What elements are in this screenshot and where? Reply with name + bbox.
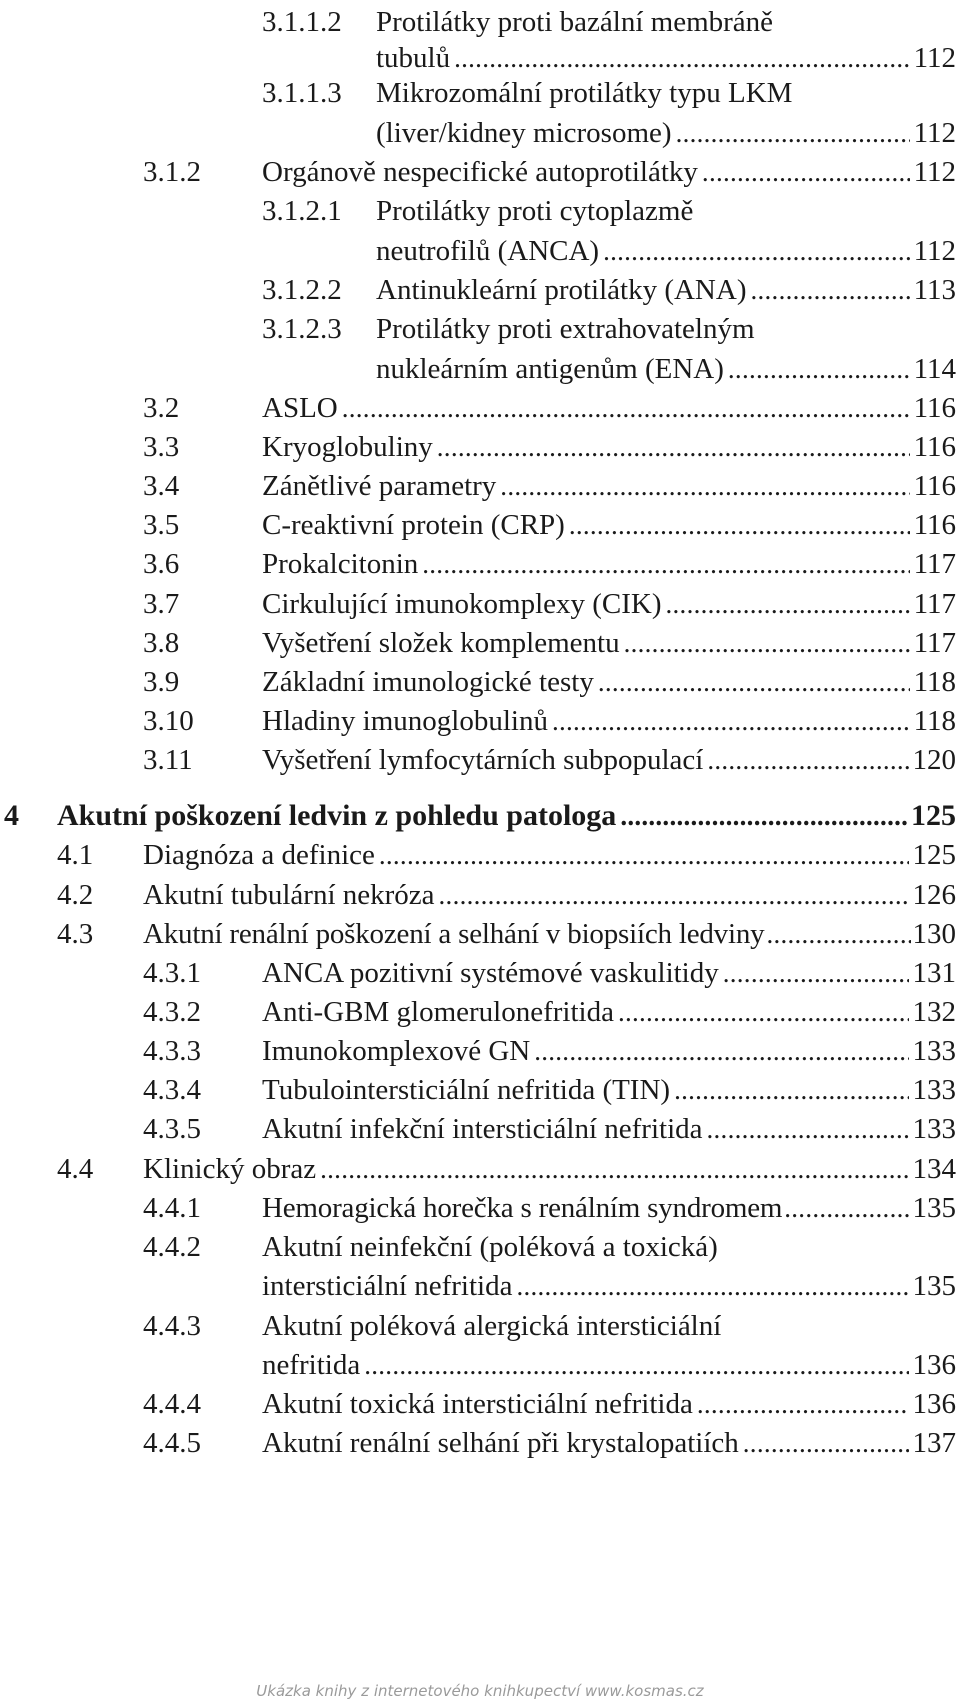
toc-entry-number: 3.5 <box>143 509 180 541</box>
toc-entry-page: 120 <box>912 744 956 776</box>
toc-entry-title: intersticiální nefritida <box>262 1270 513 1302</box>
toc-entry <box>0 544 960 584</box>
toc-entry-title: Orgánově nespecifické autoprotilátky <box>262 156 698 188</box>
toc-entry-title: Hladiny imunoglobulinů <box>262 705 548 737</box>
toc-entry-page: 133 <box>912 1113 956 1145</box>
toc-entry-page: 117 <box>913 548 956 580</box>
toc-entry <box>0 231 960 271</box>
dot-leader <box>454 38 909 78</box>
toc-entry-number: 3.1.2.1 <box>262 195 342 227</box>
toc-entry-page: 137 <box>912 1427 956 1459</box>
toc-entry <box>0 1384 960 1424</box>
dot-leader <box>598 662 910 702</box>
dot-leader <box>500 466 909 506</box>
toc-entry-title: Tubulointersticiální nefritida (TIN) <box>262 1074 671 1106</box>
toc-entry <box>0 1031 960 1071</box>
dot-leader <box>439 875 909 915</box>
dot-leader <box>620 796 907 836</box>
toc-entry-page: 133 <box>912 1074 956 1106</box>
toc-entry-page: 112 <box>913 235 956 267</box>
toc-entry <box>0 835 960 875</box>
toc-entry-title: ASLO <box>262 392 338 424</box>
toc-entry-title: Akutní infekční intersticiální nefritida <box>262 1113 703 1145</box>
toc-entry-number: 3.10 <box>143 705 194 737</box>
toc-entry-page: 112 <box>913 42 956 74</box>
footer-watermark: Ukázka knihy z internetového knihkupectví www.kosmas.cz <box>256 1682 704 1700</box>
toc-entry <box>0 309 960 349</box>
toc-entry <box>0 1423 960 1463</box>
toc-entry-number: 3.2 <box>143 392 180 424</box>
toc-chapter-entry <box>0 796 960 836</box>
toc-entry-number: 4.3.1 <box>143 957 201 989</box>
toc-entry <box>0 875 960 915</box>
dot-leader <box>676 113 910 153</box>
toc-entry-page: 117 <box>913 627 956 659</box>
toc-entry-page: 135 <box>912 1270 956 1302</box>
toc-entry <box>0 584 960 624</box>
toc-entry <box>0 388 960 428</box>
toc-entry-number: 3.1.1.3 <box>262 77 342 109</box>
toc-entry-title: neutrofilů (ANCA) <box>376 235 600 267</box>
toc-entry-number: 4.3 <box>57 918 94 950</box>
toc-entry-title: Protilátky proti extrahovatelným <box>376 313 755 345</box>
toc-entry <box>0 2 960 42</box>
dot-leader <box>320 1149 908 1189</box>
toc-entry-page: 131 <box>912 957 956 989</box>
toc-entry-title: Klinický obraz <box>143 1153 317 1185</box>
toc-entry-title: Akutní neinfekční (poléková a toxická) <box>262 1231 718 1263</box>
toc-entry <box>0 1266 960 1306</box>
dot-leader <box>603 231 909 271</box>
toc-entry-number: 4.4 <box>57 1153 94 1185</box>
toc-entry-title: Akutní poléková alergická intersticiální <box>262 1310 722 1342</box>
toc-entry-page: 125 <box>912 839 956 871</box>
toc-entry-page: 130 <box>912 918 956 950</box>
toc-entry-title: Cirkulující imunokomplexy (CIK) <box>262 588 662 620</box>
toc-entry <box>0 505 960 545</box>
toc-entry-title: Anti-GBM glomerulonefritida <box>262 996 614 1028</box>
dot-leader <box>784 1188 910 1228</box>
toc-entry-page: 112 <box>913 156 956 188</box>
toc-entry <box>0 1188 960 1228</box>
toc-entry-page: 136 <box>912 1349 956 1381</box>
dot-leader <box>516 1266 908 1306</box>
toc-entry-number: 3.9 <box>143 666 180 698</box>
toc-entry-title: Vyšetření lymfocytárních subpopulací <box>262 744 704 776</box>
toc-entry-title: Imunokomplexové GN <box>262 1035 531 1067</box>
toc-entry <box>0 38 960 78</box>
toc-entry-title: Akutní renální poškození a selhání v biopsiích ledviny <box>143 918 765 950</box>
dot-leader <box>437 427 910 467</box>
toc-entry <box>0 466 960 506</box>
toc-entry-number: 4.3.2 <box>143 996 201 1028</box>
toc-entry-title: Základní imunologické testy <box>262 666 594 698</box>
toc-entry-title: ANCA pozitivní systémové vaskulitidy <box>262 957 719 989</box>
toc-entry <box>0 1306 960 1346</box>
toc-entry-page: 118 <box>913 705 956 737</box>
toc-entry <box>0 73 960 113</box>
toc-entry-page: 118 <box>913 666 956 698</box>
toc-entry-page: 114 <box>913 353 956 385</box>
toc-entry-page: 133 <box>912 1035 956 1067</box>
dot-leader <box>766 914 910 954</box>
toc-entry-title: Protilátky proti bazální membráně <box>376 6 774 38</box>
toc-entry-title: Hemoragická horečka s renálním syndromem <box>262 1192 783 1224</box>
toc-entry-number: 3.4 <box>143 470 180 502</box>
toc-entry-page: 116 <box>913 470 956 502</box>
toc-entry-number: 3.1.1.2 <box>262 6 342 38</box>
toc-entry <box>0 152 960 192</box>
toc-entry-number: 4.4.1 <box>143 1192 201 1224</box>
toc-entry-title: Akutní tubulární nekróza <box>143 879 435 911</box>
dot-leader <box>723 953 909 993</box>
toc-entry <box>0 992 960 1032</box>
toc-entry-number: 3.8 <box>143 627 180 659</box>
toc-entry <box>0 113 960 153</box>
toc-entry-number: 4.4.4 <box>143 1388 201 1420</box>
toc-entry-number: 4.2 <box>57 879 94 911</box>
toc-entry-page: 116 <box>913 392 956 424</box>
toc-entry-number: 4.4.3 <box>143 1310 201 1342</box>
toc-entry-number: 4 <box>4 799 19 832</box>
toc-entry <box>0 701 960 741</box>
toc-entry <box>0 1149 960 1189</box>
toc-entry-page: 125 <box>911 799 956 832</box>
dot-leader <box>697 1384 909 1424</box>
dot-leader <box>674 1070 908 1110</box>
dot-leader <box>666 584 910 624</box>
toc-entry-title: Antinukleární protilátky (ANA) <box>376 274 747 306</box>
toc-entry-title: Protilátky proti cytoplazmě <box>376 195 694 227</box>
dot-leader <box>379 835 909 875</box>
dot-leader <box>728 349 910 389</box>
dot-leader <box>750 270 909 310</box>
dot-leader <box>422 544 909 584</box>
toc-entry <box>0 662 960 702</box>
toc-entry <box>0 623 960 663</box>
toc-entry-page: 112 <box>913 117 956 149</box>
toc-entry-title: (liver/kidney microsome) <box>376 117 672 149</box>
toc-entry-title: Akutní renální selhání při krystalopatiích <box>262 1427 739 1459</box>
dot-leader <box>618 992 909 1032</box>
toc-entry <box>0 427 960 467</box>
dot-leader <box>569 505 910 545</box>
toc-entry <box>0 1227 960 1267</box>
toc-entry-number: 4.3.4 <box>143 1074 201 1106</box>
toc-entry-page: 132 <box>912 996 956 1028</box>
toc-entry-number: 3.1.2 <box>143 156 201 188</box>
toc-entry-title: Akutní toxická intersticiální nefritida <box>262 1388 693 1420</box>
dot-leader <box>743 1423 909 1463</box>
toc-entry-title: C-reaktivní protein (CRP) <box>262 509 565 541</box>
toc-entry-page: 135 <box>912 1192 956 1224</box>
dot-leader <box>702 152 910 192</box>
dot-leader <box>364 1345 908 1385</box>
toc-entry <box>0 1345 960 1385</box>
toc-entry-number: 3.1.2.2 <box>262 274 342 306</box>
toc-entry-title: Diagnóza a definice <box>143 839 375 871</box>
dot-leader <box>552 701 910 741</box>
toc-entry-number: 4.1 <box>57 839 94 871</box>
toc-entry-title: tubulů <box>376 42 451 74</box>
toc-entry-title: Prokalcitonin <box>262 548 419 580</box>
toc-entry <box>0 349 960 389</box>
toc-entry-page: 113 <box>913 274 956 306</box>
toc-entry <box>0 1109 960 1149</box>
toc-entry-number: 3.6 <box>143 548 180 580</box>
toc-entry-title: Kryoglobuliny <box>262 431 433 463</box>
toc-entry <box>0 270 960 310</box>
toc-entry-number: 4.4.2 <box>143 1231 201 1263</box>
toc-entry-number: 4.4.5 <box>143 1427 201 1459</box>
dot-leader <box>707 1109 909 1149</box>
dot-leader <box>534 1031 908 1071</box>
toc-entry-title: nukleárním antigenům (ENA) <box>376 353 724 385</box>
dot-leader <box>342 388 910 428</box>
toc-entry <box>0 191 960 231</box>
toc-entry-number: 3.7 <box>143 588 180 620</box>
toc-entry-number: 3.11 <box>143 744 193 776</box>
toc-entry-title: Vyšetření složek komplementu <box>262 627 620 659</box>
toc-entry <box>0 1070 960 1110</box>
dot-leader <box>707 740 908 780</box>
toc-entry <box>0 953 960 993</box>
toc-entry-number: 3.1.2.3 <box>262 313 342 345</box>
toc-entry-number: 4.3.5 <box>143 1113 201 1145</box>
toc-entry-title: Zánětlivé parametry <box>262 470 497 502</box>
toc-entry-page: 136 <box>912 1388 956 1420</box>
toc-entry <box>0 914 960 954</box>
toc-entry-number: 4.3.3 <box>143 1035 201 1067</box>
toc-entry-page: 116 <box>913 509 956 541</box>
toc-entry <box>0 740 960 780</box>
toc-entry-page: 117 <box>913 588 956 620</box>
toc-entry-title: nefritida <box>262 1349 361 1381</box>
toc-entry-page: 116 <box>913 431 956 463</box>
toc-entry-title: Akutní poškození ledvin z pohledu patologa <box>57 799 617 832</box>
toc-entry-title: Mikrozomální protilátky typu LKM <box>376 77 793 109</box>
toc-entry-number: 3.3 <box>143 431 180 463</box>
dot-leader <box>624 623 910 663</box>
toc-entry-page: 134 <box>912 1153 956 1185</box>
toc-entry-page: 126 <box>912 879 956 911</box>
